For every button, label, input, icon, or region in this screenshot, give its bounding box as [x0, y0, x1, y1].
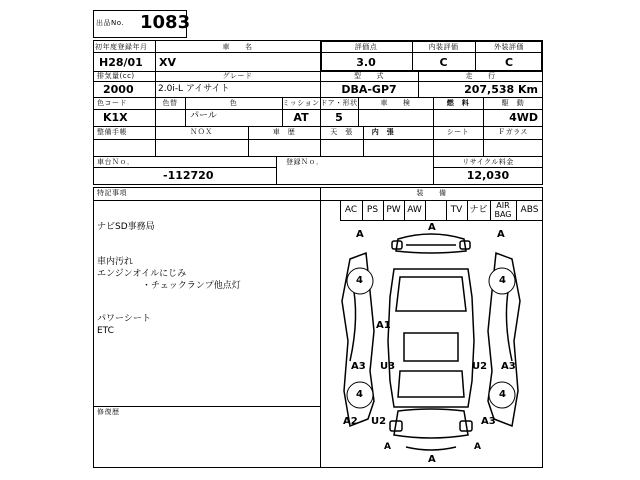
- history-label: 車 歴: [272, 128, 296, 136]
- reg-date-label: 初年度登録年月: [95, 43, 148, 51]
- car-name-value: XV: [159, 56, 176, 69]
- seat-label: シート: [446, 128, 470, 136]
- score-value: 3.0: [356, 56, 376, 69]
- damage-tire-rl: 4: [356, 389, 363, 400]
- lot-number: 1083: [140, 12, 191, 33]
- color-label: 色: [229, 99, 238, 107]
- reg-no-label: 登録Ｎｏ．: [286, 158, 324, 166]
- grade-label: グレード: [222, 72, 253, 80]
- car-damage-diagram: [320, 221, 543, 468]
- damage-a-rear-right: A: [474, 442, 481, 452]
- grade-value: 2.0i-L アイサイト: [158, 84, 230, 94]
- damage-a-top-center: A: [428, 222, 436, 233]
- ext-grade-value: C: [504, 56, 514, 69]
- int-grade-label: 内装評価: [428, 43, 459, 51]
- damage-u2-bottom: U2: [371, 416, 387, 427]
- displacement-value: 2000: [103, 83, 134, 96]
- sunroof-label: 天 張: [330, 128, 353, 136]
- color-code-label: 色コード: [97, 99, 127, 107]
- color-value: パール: [190, 111, 217, 121]
- equipment-pw: PW: [386, 205, 401, 215]
- model-label: 型 式: [354, 72, 384, 80]
- damage-a1-hood: A1: [376, 320, 391, 331]
- displacement-label: 排気量(cc): [97, 72, 135, 80]
- note-line: ETC: [97, 326, 114, 336]
- repair-label: 修復歴: [97, 408, 120, 416]
- equipment-ps: PS: [366, 205, 379, 215]
- note-line: エンジンオイルにじみ: [97, 269, 187, 279]
- int-grade-value: C: [439, 56, 448, 69]
- reg-date-value: H28/01: [99, 56, 143, 69]
- note-line: パワーシート: [97, 314, 151, 324]
- equipment-navi: ナビ: [469, 205, 488, 215]
- damage-tire-fr: 4: [499, 275, 506, 286]
- equipment-aw: AW: [407, 205, 422, 215]
- damage-a3-left: A3: [351, 361, 366, 372]
- equipment-ac: AC: [344, 205, 358, 215]
- chassis-no-label: 車台Ｎｏ．: [97, 158, 135, 166]
- lot-label: 出品No.: [96, 19, 125, 27]
- color-code-value: K1X: [103, 111, 128, 124]
- model-value: DBA-GP7: [341, 83, 397, 96]
- damage-a2-bottom: A2: [343, 416, 358, 427]
- damage-u3-left: U3: [380, 361, 396, 372]
- mileage-value: 207,538 Km: [464, 83, 538, 96]
- damage-tire-rr: 4: [499, 389, 506, 400]
- color-change-label: 色替: [162, 99, 178, 107]
- equipment-tv: TV: [450, 205, 463, 215]
- recycle-value: 12,030: [466, 169, 510, 182]
- damage-a3-bottom-right: A3: [481, 416, 496, 427]
- ext-grade-label: 外装評価: [494, 43, 524, 51]
- mission-value: AT: [293, 111, 309, 124]
- damage-a-rear-left: A: [384, 442, 391, 452]
- car-name-label: 車 名: [222, 43, 253, 51]
- equipment-label: 装 備: [416, 189, 447, 197]
- score-label: 評価点: [354, 43, 378, 51]
- notes-label: 特記事項: [97, 189, 127, 197]
- mission-label: ミッション: [282, 99, 320, 107]
- note-line: 車内汚れ: [97, 257, 134, 267]
- drive-value: 4WD: [509, 111, 538, 124]
- doors-label: ドア・形状: [320, 99, 358, 107]
- equipment-abs: ABS: [520, 205, 539, 215]
- chassis-no-value: -112720: [163, 169, 214, 182]
- note-line: ナビSD事務局: [97, 222, 155, 232]
- nox-label: ＮＯＸ: [190, 128, 213, 136]
- recycle-label: リサイクル料金: [462, 158, 514, 166]
- damage-u2-right: U2: [472, 361, 488, 372]
- damage-a3-right: A3: [501, 361, 516, 372]
- equipment-airbag: AIR BAG: [494, 201, 512, 219]
- note-line: ・チェックランプ他点灯: [142, 281, 241, 291]
- mileage-label: 走 行: [465, 72, 496, 80]
- manual-label: 整備手帳: [97, 128, 127, 136]
- damage-a-rear-center: A: [428, 454, 436, 465]
- damage-a-top-left: A: [356, 229, 364, 240]
- doors-value: 5: [335, 111, 343, 124]
- interior-label: 内 張: [371, 128, 395, 136]
- drive-label: 駆 動: [501, 99, 525, 107]
- f-glass-label: Ｆガラス: [498, 128, 528, 136]
- fuel-label: 燃 料: [446, 99, 470, 107]
- damage-a-top-right: A: [497, 229, 505, 240]
- inspection-label: 車 検: [380, 99, 411, 107]
- damage-tire-fl: 4: [356, 275, 363, 286]
